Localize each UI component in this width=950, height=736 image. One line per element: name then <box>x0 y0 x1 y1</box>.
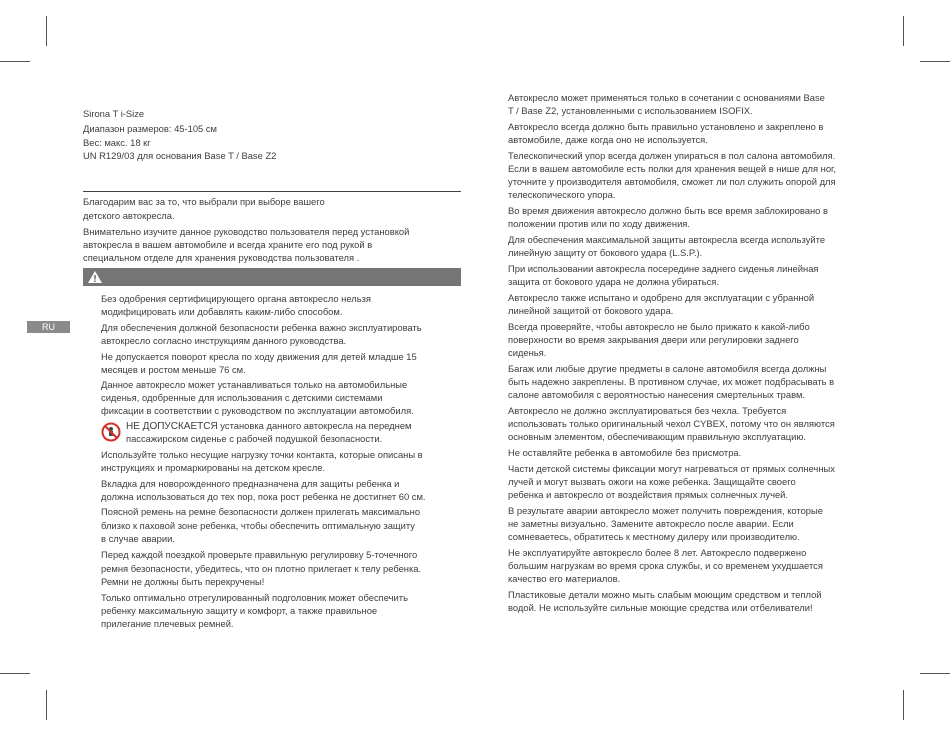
airbag-warning-text: установка данного автокресла на переднем <box>217 420 412 431</box>
warning-line: Вкладка для новорожденного предназначена для защиты ребенка и <box>101 478 400 489</box>
crop-mark <box>0 673 30 674</box>
product-name: Sirona T i-Size <box>83 108 145 119</box>
right-line: салоне автомобиля с вероятностью нанесения смертельных травм. <box>508 389 805 400</box>
right-line: T / Base Z2, установленными с использованием ISOFIX. <box>508 105 753 116</box>
warning-line: Не допускается поворот кресла по ходу движения для детей младше 15 <box>101 351 417 362</box>
no-airbag-icon <box>101 422 121 442</box>
warning-line: ребенку максимальную защиту и комфорт, а также правильное <box>101 605 378 616</box>
right-line: сомневаетесь, обратитесь к местному дилеру или производителю. <box>508 531 800 542</box>
right-line: линейную защиту от бокового удара (L.S.P.). <box>508 247 703 258</box>
crop-mark <box>46 690 47 720</box>
right-line: лучей и могут вызвать ожоги на коже ребенка. Защищайте своего <box>508 476 796 487</box>
warning-line: месяцев и ростом меньше 76 см. <box>101 364 246 375</box>
intro-line: автокресла в вашем автомобиле и всегда храните его под рукой в <box>83 239 373 250</box>
right-line: Автокресло не должно эксплуатироваться без чехла. Требуется <box>508 405 787 416</box>
right-line: Всегда проверяйте, чтобы автокресло не было прижато к какой-либо <box>508 321 810 332</box>
right-line: защита от бокового удара не должна убираться. <box>508 276 719 287</box>
right-line: поверхности во время закрывания двери или регулировки заднего <box>508 334 799 345</box>
right-line: Автокресло также испытано и одобрено для эксплуатации с убранной <box>508 292 815 303</box>
intro-line: специальном отделе для хранения руководства пользователя . <box>83 252 360 263</box>
right-line: В результате аварии автокресло может получить повреждения, которые <box>508 505 823 516</box>
section-divider <box>83 191 461 192</box>
right-line: уточните у производителя автомобиля, сможет ли пол служить опорой для <box>508 176 836 187</box>
warning-line: Только оптимально отрегулированный подголовник может обеспечить <box>101 592 408 603</box>
warning-line: прилегание плечевых ремней. <box>101 618 234 629</box>
right-line: Если в вашем автомобиле есть полки для хранения вещей в нише для ног, <box>508 163 836 174</box>
warning-line: инструкциях и промаркированы на детском кресле. <box>101 462 326 473</box>
right-line: положении против или по ходу движения. <box>508 218 690 229</box>
right-line: Автокресло всегда должно быть правильно установлено и закреплено в <box>508 121 824 132</box>
right-line: Для обеспечения максимальной защиты автокресла всегда используйте <box>508 234 826 245</box>
crop-mark <box>0 61 30 62</box>
warning-line: Для обеспечения должной безопасности ребенка важно эксплуатировать <box>101 322 422 333</box>
warning-line: близко к паховой зоне ребенка, чтобы обеспечить оптимальную защиту <box>101 520 415 531</box>
language-tag: RU <box>27 321 70 333</box>
right-line: Во время движения автокресло должно быть все время заблокировано в <box>508 205 828 216</box>
right-line: автомобиле, даже когда оно не используется. <box>508 134 708 145</box>
airbag-warning-line2: пассажирском сиденье с рабочей подушкой безопасности. <box>126 433 383 444</box>
warning-line: должна использоваться до тех пор, пока рост ребенка не достигнет 60 см. <box>101 491 426 502</box>
right-line: не заметны визуально. Замените автокресло после аварии. Если <box>508 518 794 529</box>
airbag-warning-emphasis: НЕ ДОПУСКАЕТСЯ <box>126 421 218 432</box>
warning-triangle-icon <box>87 270 103 284</box>
right-line: Не оставляйте ребенка в автомобиле без присмотра. <box>508 447 742 458</box>
warning-line: Ремни не должны быть перекручены! <box>101 576 265 587</box>
right-line: линейной защитой от бокового удара. <box>508 305 674 316</box>
right-line: основным элементом, обеспечивающим правильную эксплуатацию. <box>508 431 807 442</box>
warning-line: Данное автокресло может устанавливаться только на автомобильные <box>101 379 408 390</box>
right-line: При использовании автокресла посередине заднего сиденья линейная <box>508 263 819 274</box>
right-line: сиденья. <box>508 347 547 358</box>
right-line: Телескопический упор всегда должен упираться в пол салона автомобиля. <box>508 150 836 161</box>
right-line: качество его материалов. <box>508 573 621 584</box>
warning-header-bar <box>83 268 461 286</box>
warning-line: Используйте только несущие нагрузку точки контакта, которые описаны в <box>101 449 423 460</box>
right-line: телескопического упора. <box>508 189 616 200</box>
product-standard: UN R129/03 для основания Base T / Base Z2 <box>83 150 277 161</box>
warning-line: фиксации в соответствии с руководством по эксплуатации автомобиля. <box>101 405 414 416</box>
intro-line: детского автокресла. <box>83 210 175 221</box>
right-line: Автокресло может применяться только в сочетании с основаниями Base <box>508 92 825 103</box>
right-line: большим нагрузкам во время срока службы, и со временем ухудшается <box>508 560 823 571</box>
crop-mark <box>903 16 904 46</box>
warning-line: сиденья, одобренные для использования с детскими системами <box>101 392 383 403</box>
warning-line: в случае аварии. <box>101 533 175 544</box>
crop-mark <box>903 690 904 720</box>
crop-mark <box>920 673 950 674</box>
warning-line: автокресло согласно инструкциям данного руководства. <box>101 335 347 346</box>
right-line: Не эксплуатируйте автокресло более 8 лет. Автокресло подвержено <box>508 547 807 558</box>
product-size-range: Диапазон размеров: 45-105 см <box>83 123 218 134</box>
crop-mark <box>46 16 47 46</box>
warning-line: Без одобрения сертифицирующего органа автокресло нельзя <box>101 293 371 304</box>
warning-line: ремня безопасности, убедитесь, что он плотно прилегает к телу ребенка. <box>101 563 422 574</box>
right-line: ребенка и автокресло от воздействия прямых солнечных лучей. <box>508 489 789 500</box>
warning-line: Перед каждой поездкой проверьте правильную регулировку 5-точечного <box>101 549 418 560</box>
right-line: использовать только оригинальный чехол CYBEX, потому что он являются <box>508 418 835 429</box>
right-line: Багаж или любые другие предметы в салоне автомобиля всегда должны <box>508 363 827 374</box>
intro-line: Внимательно изучите данное руководство пользователя перед установкой <box>83 226 410 237</box>
crop-mark <box>920 61 950 62</box>
warning-line: модифицировать или добавлять каким-либо способом. <box>101 306 343 317</box>
right-line: быть надежно закреплены. В противном случае, их может подбрасывать в <box>508 376 835 387</box>
right-line: водой. Не используйте сильные моющие средства или отбеливатели! <box>508 602 813 613</box>
warning-line: Поясной ремень на ремне безопасности должен прилегать максимально <box>101 506 421 517</box>
right-line: Пластиковые детали можно мыть слабым моющим средством и теплой <box>508 589 822 600</box>
right-line: Части детской системы фиксации могут нагреваться от прямых солнечных <box>508 463 835 474</box>
intro-line: Благодарим вас за то, что выбрали при выборе вашего <box>83 196 325 207</box>
product-weight: Вес: макс. 18 кг <box>83 137 151 148</box>
